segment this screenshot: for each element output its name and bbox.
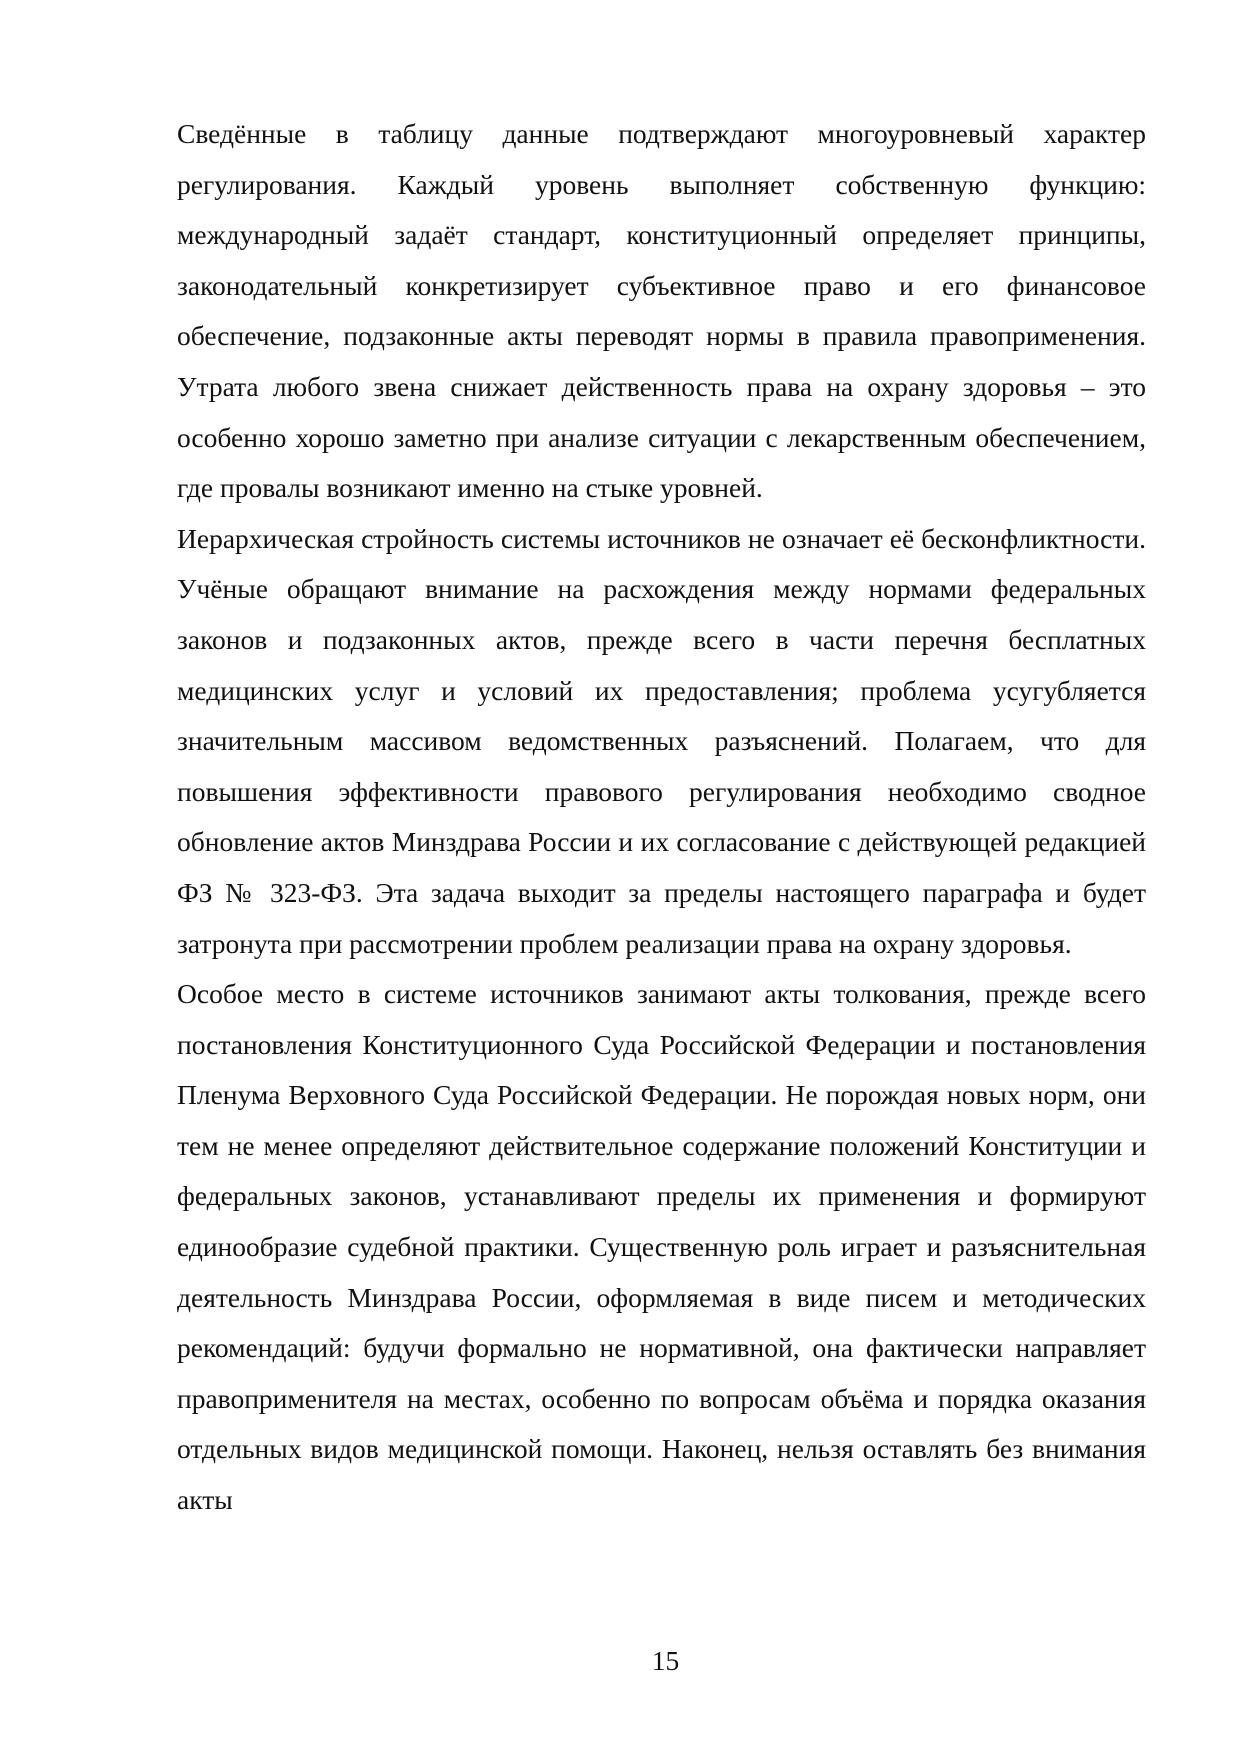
paragraph-hierarchy-levels: Сведённые в таблицу данные подтверждают многоуровневый характер регулирования. Каждый уровень выполняет собственную функцию: международный задаёт стандарт, конституционный определяет принципы, законодательный конкретизирует субъективное право и его финансовое обеспечение, подзаконные акты переводят нормы в правила правоприменения. Утрата любого звена снижает действенность права на охрану здоровья – это особенно хорошо заметно при анализе ситуации с лекарственным обеспечением, где провалы возникают именно на стыке уровней. xyxy=(177,118,1146,504)
paragraph-system-conflicts: Иерархическая стройность системы источников не означает её бесконфликтности. Учёные обращают внимание на расхождения между нормами федеральных законов и подзаконных актов, прежде всего в части перечня бесплатных медицинских услуг и условий их предоставления; проблема усугубляется значительным массивом ведомственных разъяснений. Полагаем, что для повышения эффективности правового регулирования необходимо сводное обновление актов Минздрава России и их согласование с действующей редакцией ФЗ № 323-ФЗ. Эта задача выходит за пределы настоящего параграфа и будет затронута при рассмотрении проблем реализации права на охрану здоровья. xyxy=(177,522,1146,959)
body-text xyxy=(177,109,1146,1526)
paragraph-interpretation-acts: Особое место в системе источников занимают акты толкования, прежде всего постановления Конституционного Суда Российской Федерации и постановления Пленума Верховного Суда Российской Федерации. Не порождая новых норм, они тем не менее определяют действительное содержание положений Конституции и федеральных законов, устанавливают пределы их применения и формируют единообразие судебной практики. Существенную роль играет и разъяснительная деятельность Минздрава России, оформляемая в виде писем и методических рекомендаций: будучи формально не нормативной, она фактически направляет правоприменителя на местах, особенно по вопросам объёма и порядка оказания отдельных видов медицинской помощи. Наконец, нельзя оставлять без внимания акты xyxy=(177,978,1146,1516)
page-number: 15 xyxy=(651,1645,680,1676)
